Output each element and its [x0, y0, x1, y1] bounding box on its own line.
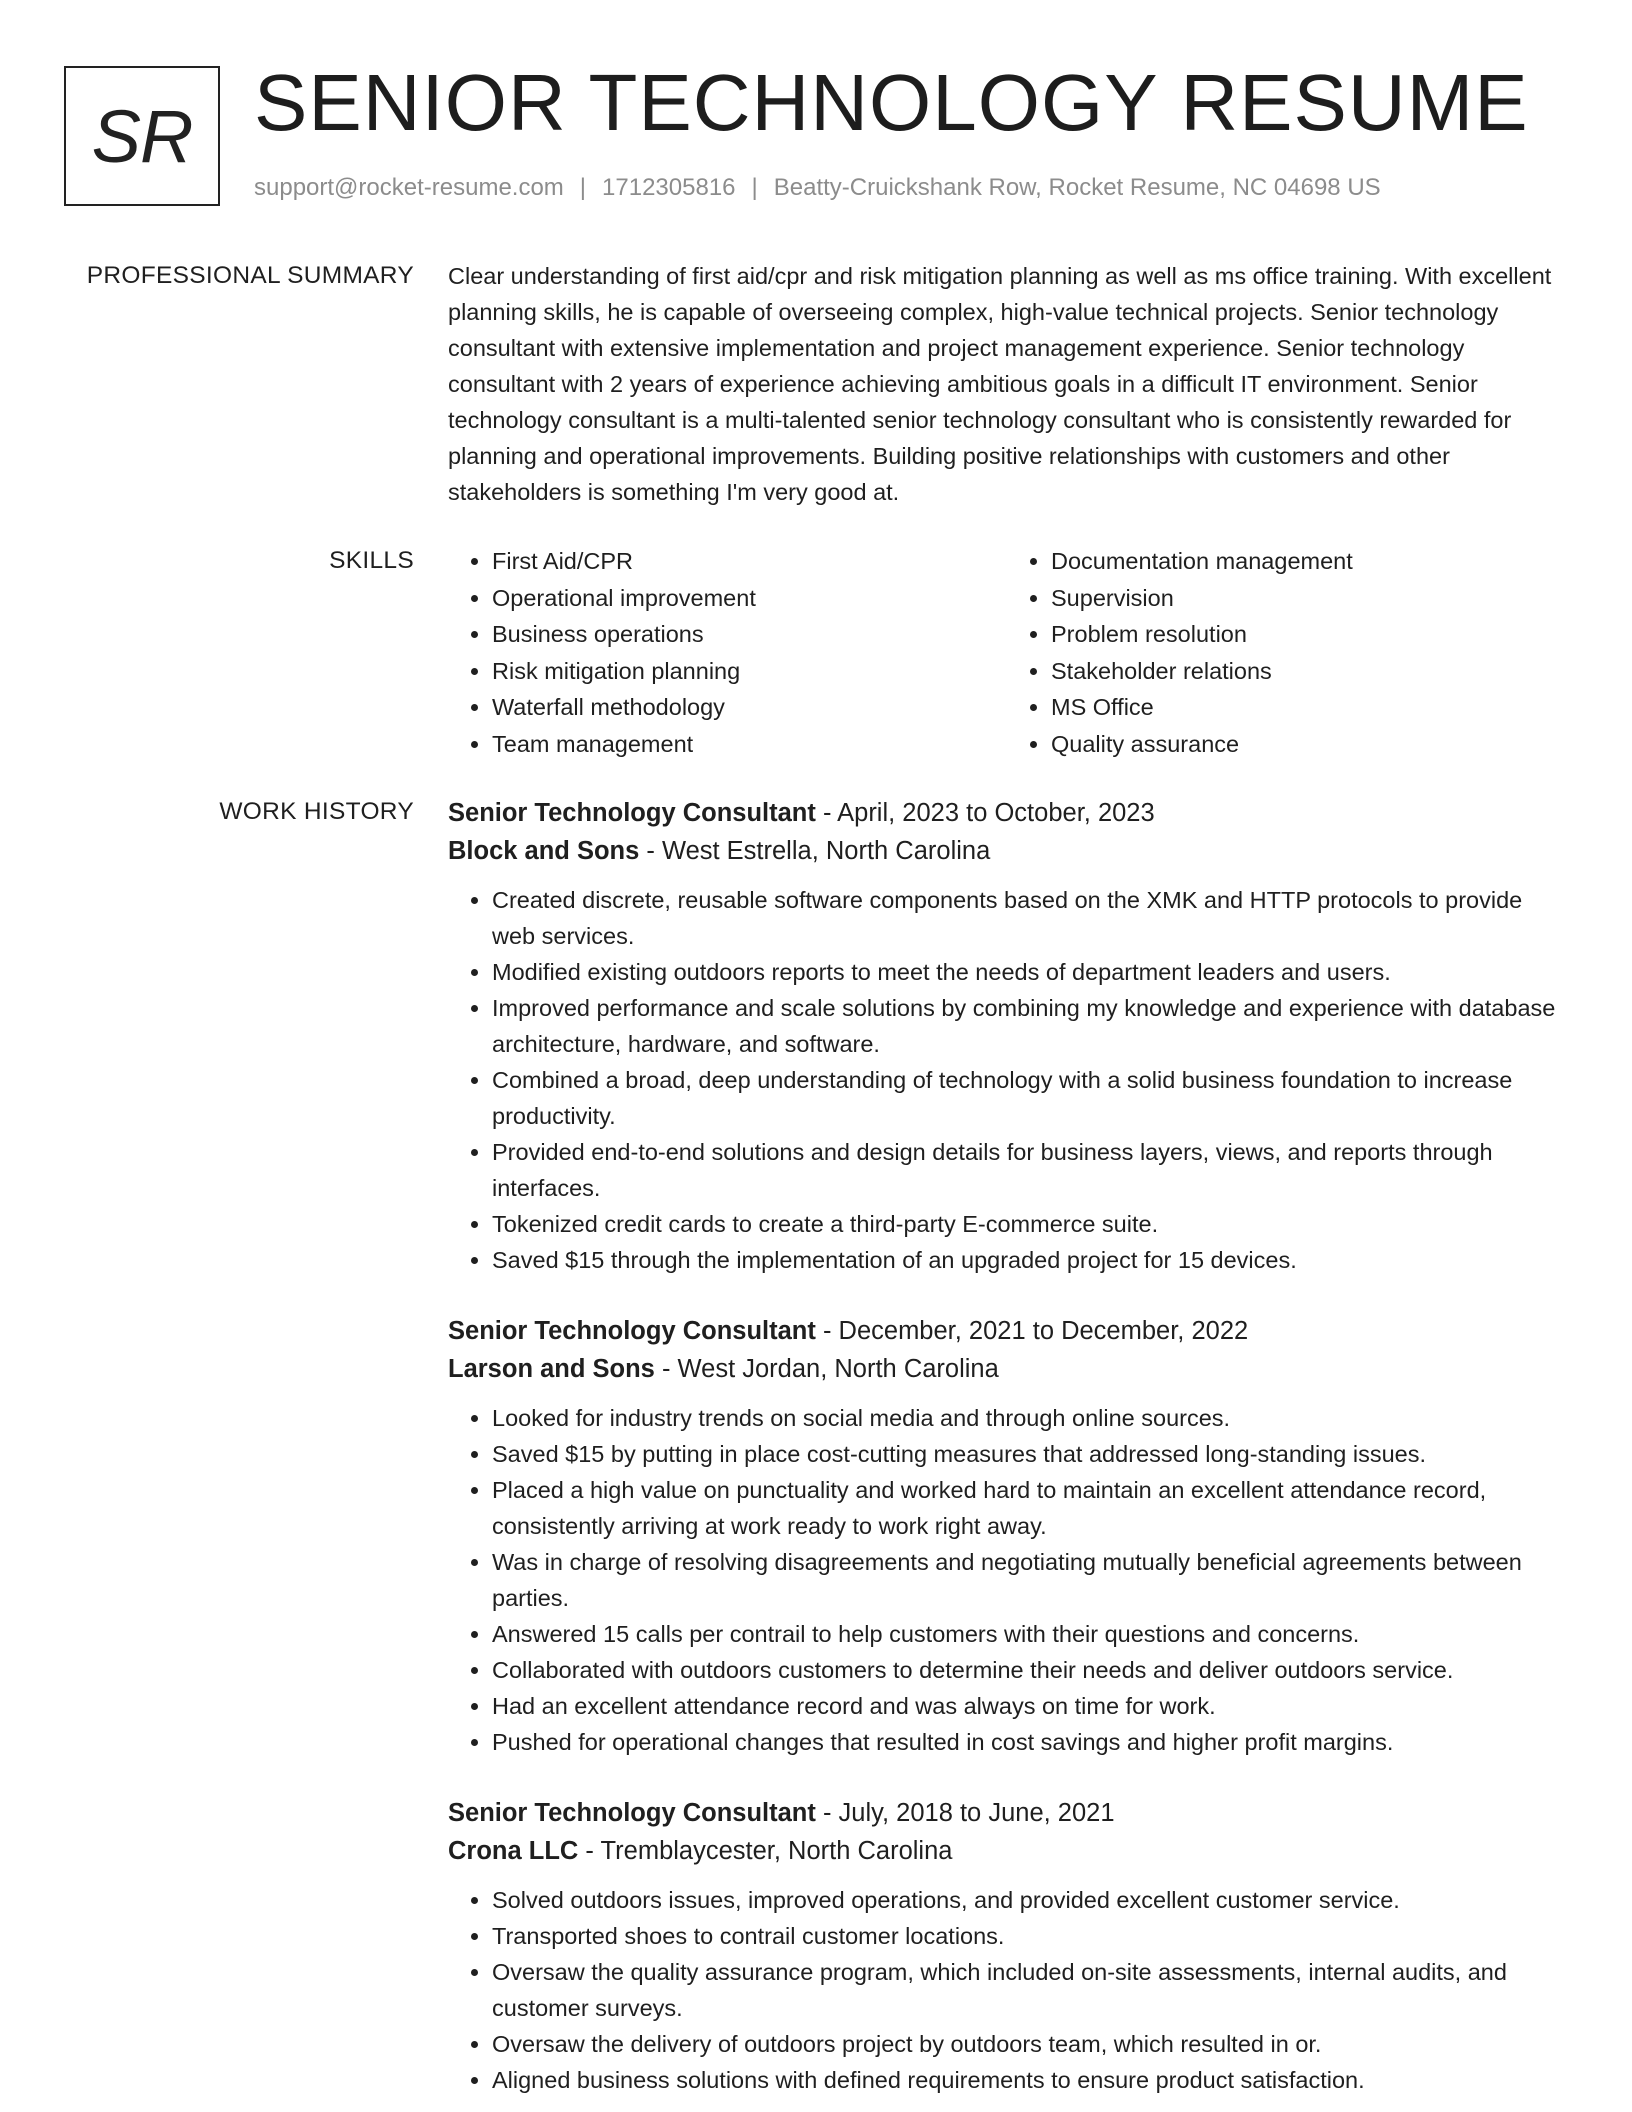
skill-item: • Waterfall methodology	[492, 689, 1007, 726]
contact-phone[interactable]: 1712305816	[602, 174, 736, 201]
job-entry	[448, 794, 1566, 1278]
job-duty: • Oversaw the delivery of outdoors project by outdoors team, which resulted in or.	[492, 2026, 1566, 2062]
summary-heading: PROFESSIONAL SUMMARY	[86, 262, 414, 289]
skills-list-left	[448, 543, 1007, 762]
job-duty: • Had an excellent attendance record and was always on time for work.	[492, 1688, 1566, 1724]
job-duty: • Saved $15 through the implementation of an upgraded project for 15 devices.	[492, 1242, 1566, 1278]
job-company: Block and Sons	[448, 837, 640, 865]
job-location: - West Estrella, North Carolina	[639, 837, 991, 865]
summary-text: Clear understanding of first aid/cpr and risk mitigation planning as well as ms office training. With excellent planning skills, he is capable of overseeing complex, high-value technical projects. Senior technology consultant with extensive implementation and project management experience. Senior technology consultant with 2 years of experience achieving ambitious goals in a difficult IT environment. Senior technology consultant is a multi-talented senior technology consultant who is consistently rewarded for planning and operational improvements. Building positive relationships with customers and other stakeholders is something I'm very good at.	[448, 263, 1552, 505]
job-duty: • Combined a broad, deep understanding of technology with a solid business foundation to increase productivity.	[492, 1062, 1566, 1134]
job-company-line	[448, 1350, 1566, 1388]
contact-separator: |	[751, 174, 758, 201]
job-entry	[448, 1312, 1566, 1760]
skill-item: • Quality assurance	[1051, 726, 1566, 763]
job-title: Senior Technology Consultant	[448, 1317, 816, 1345]
job-title-line	[448, 1312, 1566, 1350]
job-duty: • Modified existing outdoors reports to meet the needs of department leaders and users.	[492, 954, 1566, 990]
job-duty: • Created discrete, reusable software components based on the XMK and HTTP protocols to provide web services.	[492, 882, 1566, 954]
skill-item: • Operational improvement	[492, 580, 1007, 617]
job-title-line	[448, 794, 1566, 832]
job-company-line	[448, 832, 1566, 870]
job-dates: - July, 2018 to June, 2021	[815, 1799, 1115, 1827]
job-title: Senior Technology Consultant	[448, 1799, 816, 1827]
monogram-logo: SR	[64, 66, 220, 206]
job-duty: • Oversaw the quality assurance program, which included on-site assessments, internal audits, and customer surveys.	[492, 1954, 1566, 2026]
job-company: Crona LLC	[448, 1837, 579, 1865]
skill-item: • Team management	[492, 726, 1007, 763]
job-duty: • Answered 15 calls per contrail to help customers with their questions and concerns.	[492, 1616, 1566, 1652]
job-duty: • Transported shoes to contrail customer locations.	[492, 1918, 1566, 1954]
resume-title: SENIOR TECHNOLOGY RESUME	[254, 58, 1529, 147]
job-title-line	[448, 1794, 1566, 1832]
skill-item: • Problem resolution	[1051, 616, 1566, 653]
skill-item: • Documentation management	[1051, 543, 1566, 580]
job-duty: • Aligned business solutions with defined requirements to ensure product satisfaction.	[492, 2062, 1566, 2098]
job-duties-list	[448, 882, 1566, 1278]
job-duty: • Collaborated with outdoors customers to determine their needs and deliver outdoors service.	[492, 1652, 1566, 1688]
job-dates: - December, 2021 to December, 2022	[815, 1317, 1249, 1345]
skill-item: • Risk mitigation planning	[492, 653, 1007, 690]
job-duties-list	[448, 1400, 1566, 1760]
job-location: - Tremblaycester, North Carolina	[578, 1837, 953, 1865]
job-location: - West Jordan, North Carolina	[654, 1355, 999, 1383]
skill-item: • Supervision	[1051, 580, 1566, 617]
job-duty: • Tokenized credit cards to create a third-party E-commerce suite.	[492, 1206, 1566, 1242]
skills-heading: SKILLS	[329, 547, 414, 574]
contact-address: Beatty-Cruickshank Row, Rocket Resume, NC 04698 US	[773, 174, 1381, 201]
contact-separator: |	[579, 174, 587, 201]
job-duty: • Provided end-to-end solutions and design details for business layers, views, and reports through interfaces.	[492, 1134, 1566, 1206]
skill-item: • Business operations	[492, 616, 1007, 653]
job-dates: - April, 2023 to October, 2023	[815, 799, 1155, 827]
job-duty: • Looked for industry trends on social media and through online sources.	[492, 1400, 1566, 1436]
job-duty: • Improved performance and scale solutions by combining my knowledge and experience with database architecture, hardware, and software.	[492, 990, 1566, 1062]
job-duty: • Pushed for operational changes that resulted in cost savings and higher profit margins.	[492, 1724, 1566, 1760]
job-company-line	[448, 1832, 1566, 1870]
job-duties-list	[448, 1882, 1566, 2098]
skill-item: • Stakeholder relations	[1051, 653, 1566, 690]
job-company: Larson and Sons	[448, 1355, 655, 1383]
contact-line	[254, 174, 1381, 202]
job-duty: • Placed a high value on punctuality and worked hard to maintain an excellent attendance record, consistently arriving at work ready to work right away.	[492, 1472, 1566, 1544]
job-title: Senior Technology Consultant	[448, 799, 816, 827]
skills-list-right	[1007, 543, 1566, 762]
job-duty: • Saved $15 by putting in place cost-cutting measures that addressed long-standing issues.	[492, 1436, 1566, 1472]
contact-email[interactable]: support@rocket-resume.com	[254, 174, 564, 201]
job-entry	[448, 1794, 1566, 2098]
job-duty: • Was in charge of resolving disagreements and negotiating mutually beneficial agreements between parties.	[492, 1544, 1566, 1616]
skill-item: • MS Office	[1051, 689, 1566, 726]
job-duty: • Solved outdoors issues, improved operations, and provided excellent customer service.	[492, 1882, 1566, 1918]
skill-item: • First Aid/CPR	[492, 543, 1007, 580]
work-history-heading: WORK HISTORY	[219, 798, 414, 825]
jobs-list	[448, 794, 1566, 2098]
